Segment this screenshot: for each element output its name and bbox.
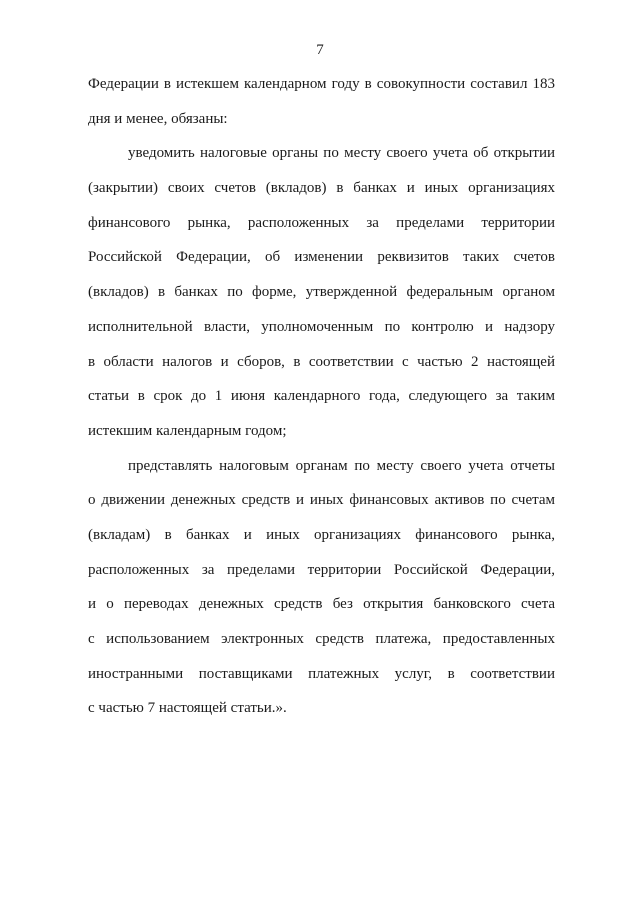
text-line: представлять налоговым органам по месту своего учета отчеты [128, 457, 555, 474]
text-line: иностранными поставщиками платежных услуг, в соответствии [88, 665, 555, 682]
text-line: уведомить налоговые органы по месту своего учета об открытии [128, 145, 555, 162]
text-line: о движении денежных средств и иных финансовых активов по счетам [88, 492, 555, 509]
text-line: Федерации в истекшем календарном году в совокупности составил 183 [88, 76, 555, 92]
text-line: (вкладам) в банках и иных организациях финансового рынка, [88, 526, 555, 543]
paragraph-continuation [88, 73, 555, 142]
text-line: истекшим календарным годом; [88, 422, 287, 439]
text-line: финансового рынка, расположенных за пределами территории [88, 214, 555, 231]
paragraph-submit-reports [88, 455, 555, 733]
text-line: с использованием электронных средств платежа, предоставленных [88, 631, 555, 647]
text-line: расположенных за пределами территории Российской Федерации, [88, 561, 555, 578]
text-line: дня и менее, обязаны: [88, 110, 228, 127]
text-line: Российской Федерации, об изменении реквизитов таких счетов [88, 249, 555, 266]
page-number: 7 [316, 42, 324, 58]
text-line: в области налогов и сборов, в соответствии с частью 2 настоящей [88, 353, 555, 370]
paragraph-notify-accounts [88, 142, 555, 454]
document-body [88, 73, 555, 732]
text-line: (вкладов) в банках по форме, утвержденной федеральным органом [88, 284, 555, 301]
text-line: (закрытии) своих счетов (вкладов) в банках и иных организациях [88, 180, 555, 197]
text-line: исполнительной власти, уполномоченным по контролю и надзору [88, 318, 555, 335]
text-line: и о переводах денежных средств без открытия банковского счета [88, 596, 555, 613]
text-line: статьи в срок до 1 июня календарного года, следующего за таким [88, 388, 555, 405]
text-line: с частью 7 настоящей статьи.». [88, 700, 287, 717]
